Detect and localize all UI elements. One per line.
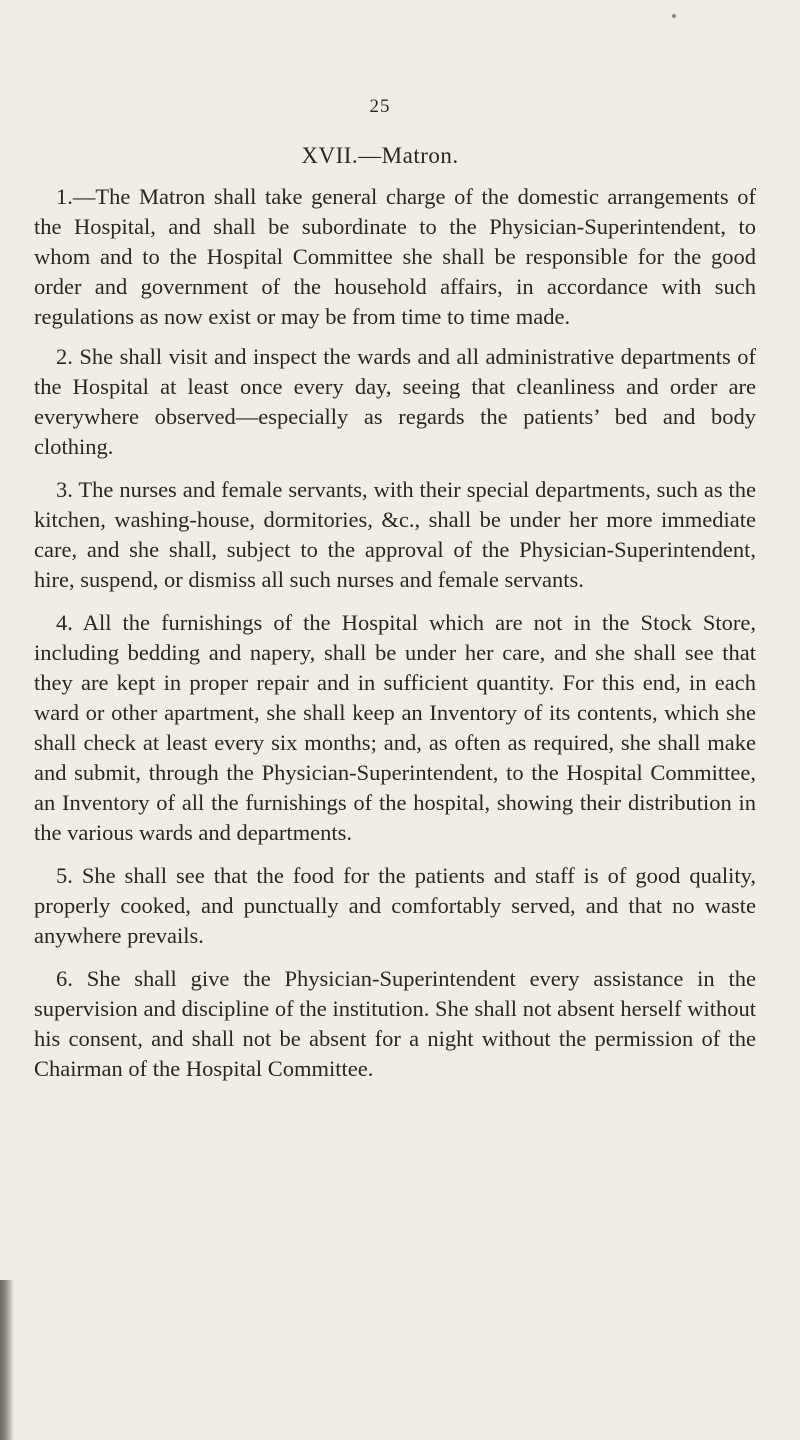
page-number: 25 bbox=[369, 96, 391, 117]
binding-edge bbox=[0, 1280, 14, 1440]
paragraph-4: 4. All the furnishings of the Hospital which are not in the Stock Store, including bedding and napery, shall be under her care, and she shall see that they are kept in proper repair and in sufficient quantity. For this end, in each ward or other apartment, she shall keep an Inventory of its contents, which she shall check at least every six months; and, as often as required, she shall make and submit, through the Physician-Superintendent, to the Hospital Committee, an Inventory of all the furnishings of the hospital, showing their distribution in the various wards and departments. bbox=[34, 610, 756, 845]
paragraph-3: 3. The nurses and female servants, with their special departments, such as the kitchen, washing-house, dormitories, &c., shall be under her more immediate care, and she shall, subject to the approval of the Physician-Superintendent, hire, suspend, or dismiss all such nurses and female servants. bbox=[34, 477, 756, 592]
paragraph-1: 1.—The Matron shall take general charge of the domestic arrangements of the Hospital, and shall be subordinate to the Physician-Superintendent, to whom and to the Hospital Committee she shall be responsible for the good order and government of the household affairs, in accordance with such regulations as now exist or may be from time to time made. bbox=[34, 184, 756, 329]
paragraph-2: 2. She shall visit and inspect the wards and all administrative departments of the Hospital at least once every day, seeing that cleanliness and order are everywhere observed—especially as regards the patients’ bed and body clothing. bbox=[34, 344, 756, 459]
paper-speck bbox=[672, 14, 676, 18]
section-title: XVII.—Matron. bbox=[301, 143, 459, 168]
body-text bbox=[34, 182, 756, 1094]
paragraph-6: 6. She shall give the Physician-Superintendent every assistance in the supervision and discipline of the institution. She shall not absent herself without his consent, and shall not be absent for a night without the permission of the Chairman of the Hospital Committee. bbox=[34, 966, 756, 1081]
paragraph-5: 5. She shall see that the food for the patients and staff is of good quality, properly cooked, and punctually and comfortably served, and that no waste anywhere prevails. bbox=[34, 863, 756, 948]
